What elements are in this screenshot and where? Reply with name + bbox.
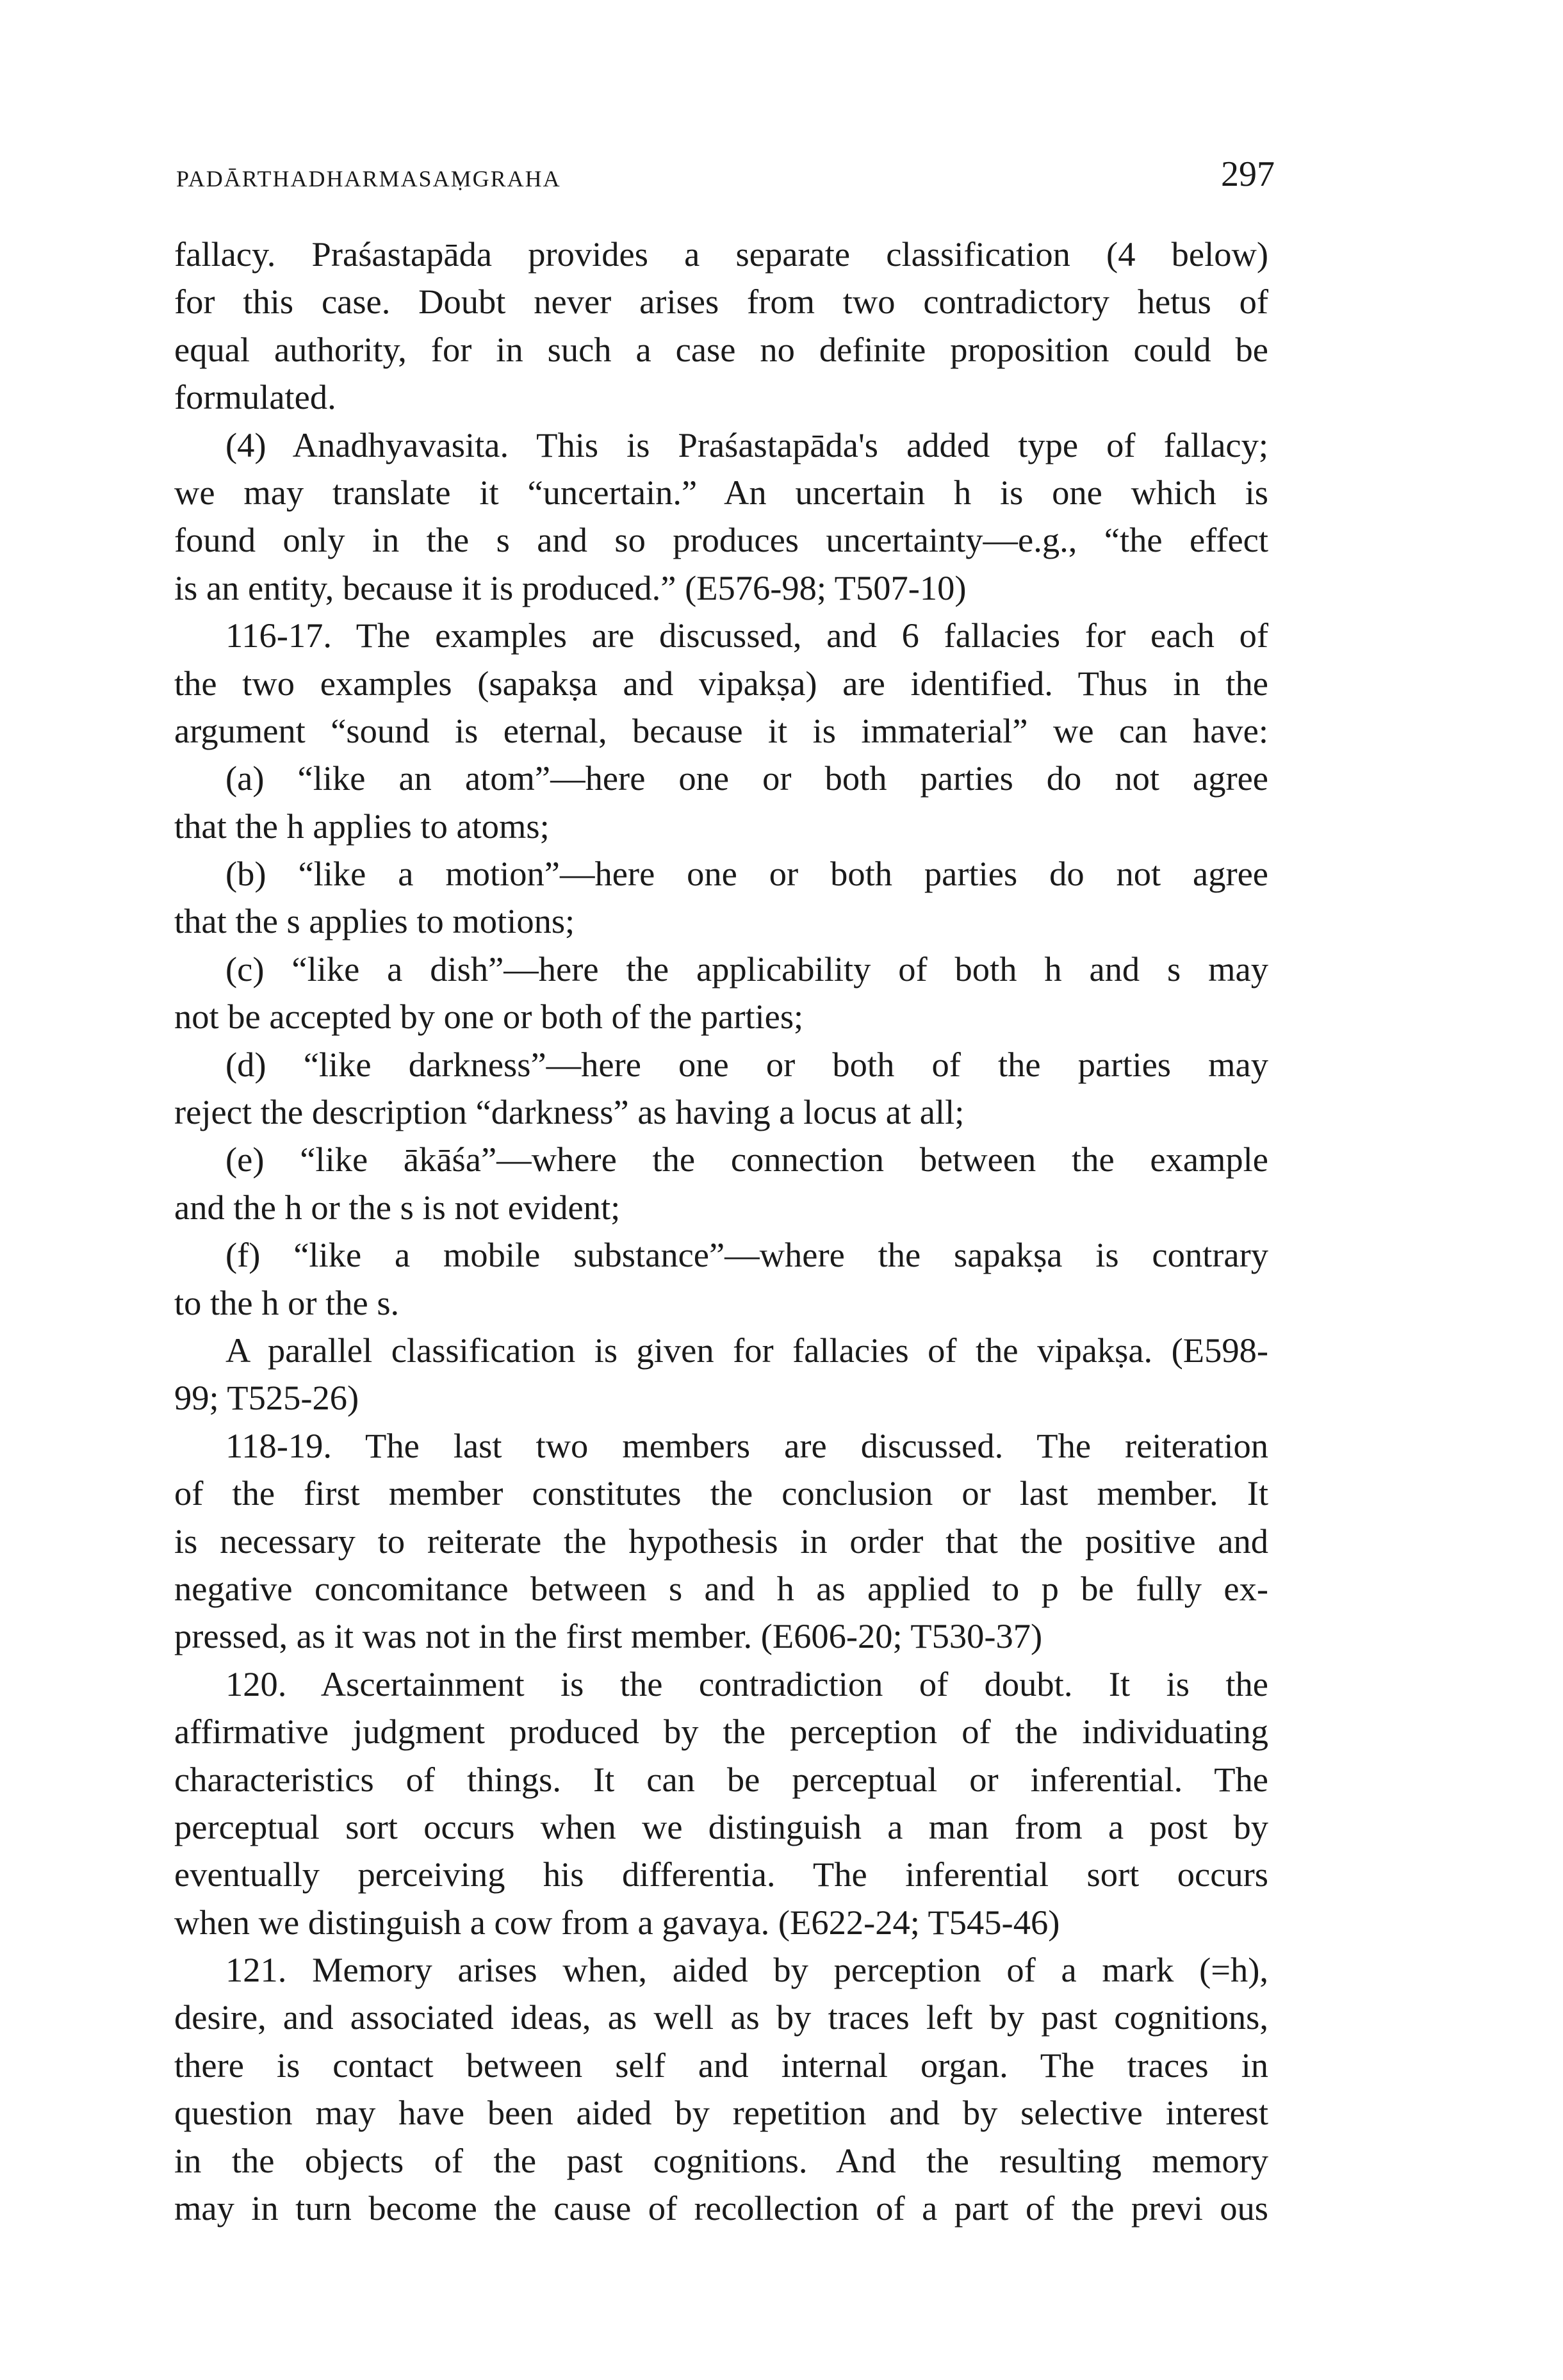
text-line: 121. Memory arises when, aided by perception of a mark (=h), [225, 1950, 1268, 1990]
text-line: desire, and associated ideas, as well as by traces left by past cognitions, [174, 1998, 1268, 2037]
text-line: that the s applies to motions; [174, 901, 575, 941]
running-head [176, 154, 1275, 205]
text-line: perceptual sort occurs when we distinguish a man from a post by [174, 1807, 1268, 1846]
text-line: 99; T525-26) [174, 1378, 359, 1418]
text-line: not be accepted by one or both of the parties; [174, 997, 804, 1037]
page-number: 297 [1221, 154, 1275, 194]
text-line: (d) “like darkness”—here one or both of the parties may [225, 1044, 1268, 1084]
text-line: (c) “like a dish”—here the applicability of both h and s may [225, 949, 1268, 989]
text-line: 120. Ascertainment is the contradiction of doubt. It is the [225, 1664, 1268, 1703]
text-line: in the objects of the past cognitions. And the resulting memory [174, 2140, 1268, 2180]
text-line: may in turn become the cause of recollection of a part of the previ ous [174, 2188, 1268, 2228]
text-line: (e) “like ākāśa”—where the connection between the example [225, 1140, 1268, 1179]
text-line: (a) “like an atom”—here one or both parties do not agree [225, 759, 1268, 798]
text-line: for this case. Doubt never arises from two contradictory hetus of [174, 282, 1268, 322]
text-line: to the h or the s. [174, 1283, 400, 1322]
text-line: when we distinguish a cow from a gavaya. (E622-24; T545-46) [174, 1902, 1060, 1942]
text-line: of the first member constitutes the conclusion or last member. It [174, 1473, 1268, 1513]
text-line: 116-17. The examples are discussed, and 6 fallacies for each of [225, 616, 1268, 655]
text-line: the two examples (sapakṣa and vipakṣa) are identified. Thus in the [174, 663, 1268, 703]
text-line: (f) “like a mobile substance”—where the sapakṣa is contrary [225, 1235, 1268, 1275]
text-line: (4) Anadhyavasita. This is Praśastapāda's added type of fallacy; [225, 425, 1268, 464]
running-title: PADĀRTHADHARMASAṂGRAHA [176, 166, 561, 192]
text-line: (b) “like a motion”—here one or both parties do not agree [225, 854, 1268, 894]
text-line: characteristics of things. It can be perceptual or inferential. The [174, 1759, 1268, 1799]
text-line: negative concomitance between s and h as applied to p be fully ex- [174, 1568, 1268, 1608]
text-line: argument “sound is eternal, because it is immaterial” we can have: [174, 710, 1268, 750]
body-text [174, 231, 1268, 2232]
text-line: formulated. [174, 377, 336, 417]
text-line: that the h applies to atoms; [174, 806, 550, 846]
text-line: equal authority, for in such a case no definite proposition could be [174, 329, 1268, 369]
text-line: found only in the s and so produces uncertainty—e.g., “the effect [174, 520, 1268, 560]
text-line: pressed, as it was not in the first member. (E606-20; T530-37) [174, 1616, 1043, 1656]
text-line: reject the description “darkness” as having a locus at all; [174, 1092, 965, 1132]
text-line: affirmative judgment produced by the perception of the individuating [174, 1712, 1268, 1752]
text-line: is necessary to reiterate the hypothesis in order that the positive and [174, 1521, 1268, 1561]
text-line: eventually perceiving his differentia. The inferential sort occurs [174, 1855, 1268, 1894]
text-line: there is contact between self and internal organ. The traces in [174, 2045, 1268, 2085]
text-line: A parallel classification is given for fallacies of the vipakṣa. (E598- [225, 1330, 1268, 1370]
text-line: is an entity, because it is produced.” (E576-98; T507-10) [174, 568, 967, 607]
text-line: 118-19. The last two members are discussed. The reiteration [225, 1425, 1268, 1465]
text-line: we may translate it “uncertain.” An uncertain h is one which is [174, 472, 1268, 512]
text-line: fallacy. Praśastapāda provides a separate classification (4 below) [174, 234, 1268, 274]
text-line: question may have been aided by repetition and by selective interest [174, 2093, 1268, 2133]
text-line: and the h or the s is not evident; [174, 1187, 621, 1227]
